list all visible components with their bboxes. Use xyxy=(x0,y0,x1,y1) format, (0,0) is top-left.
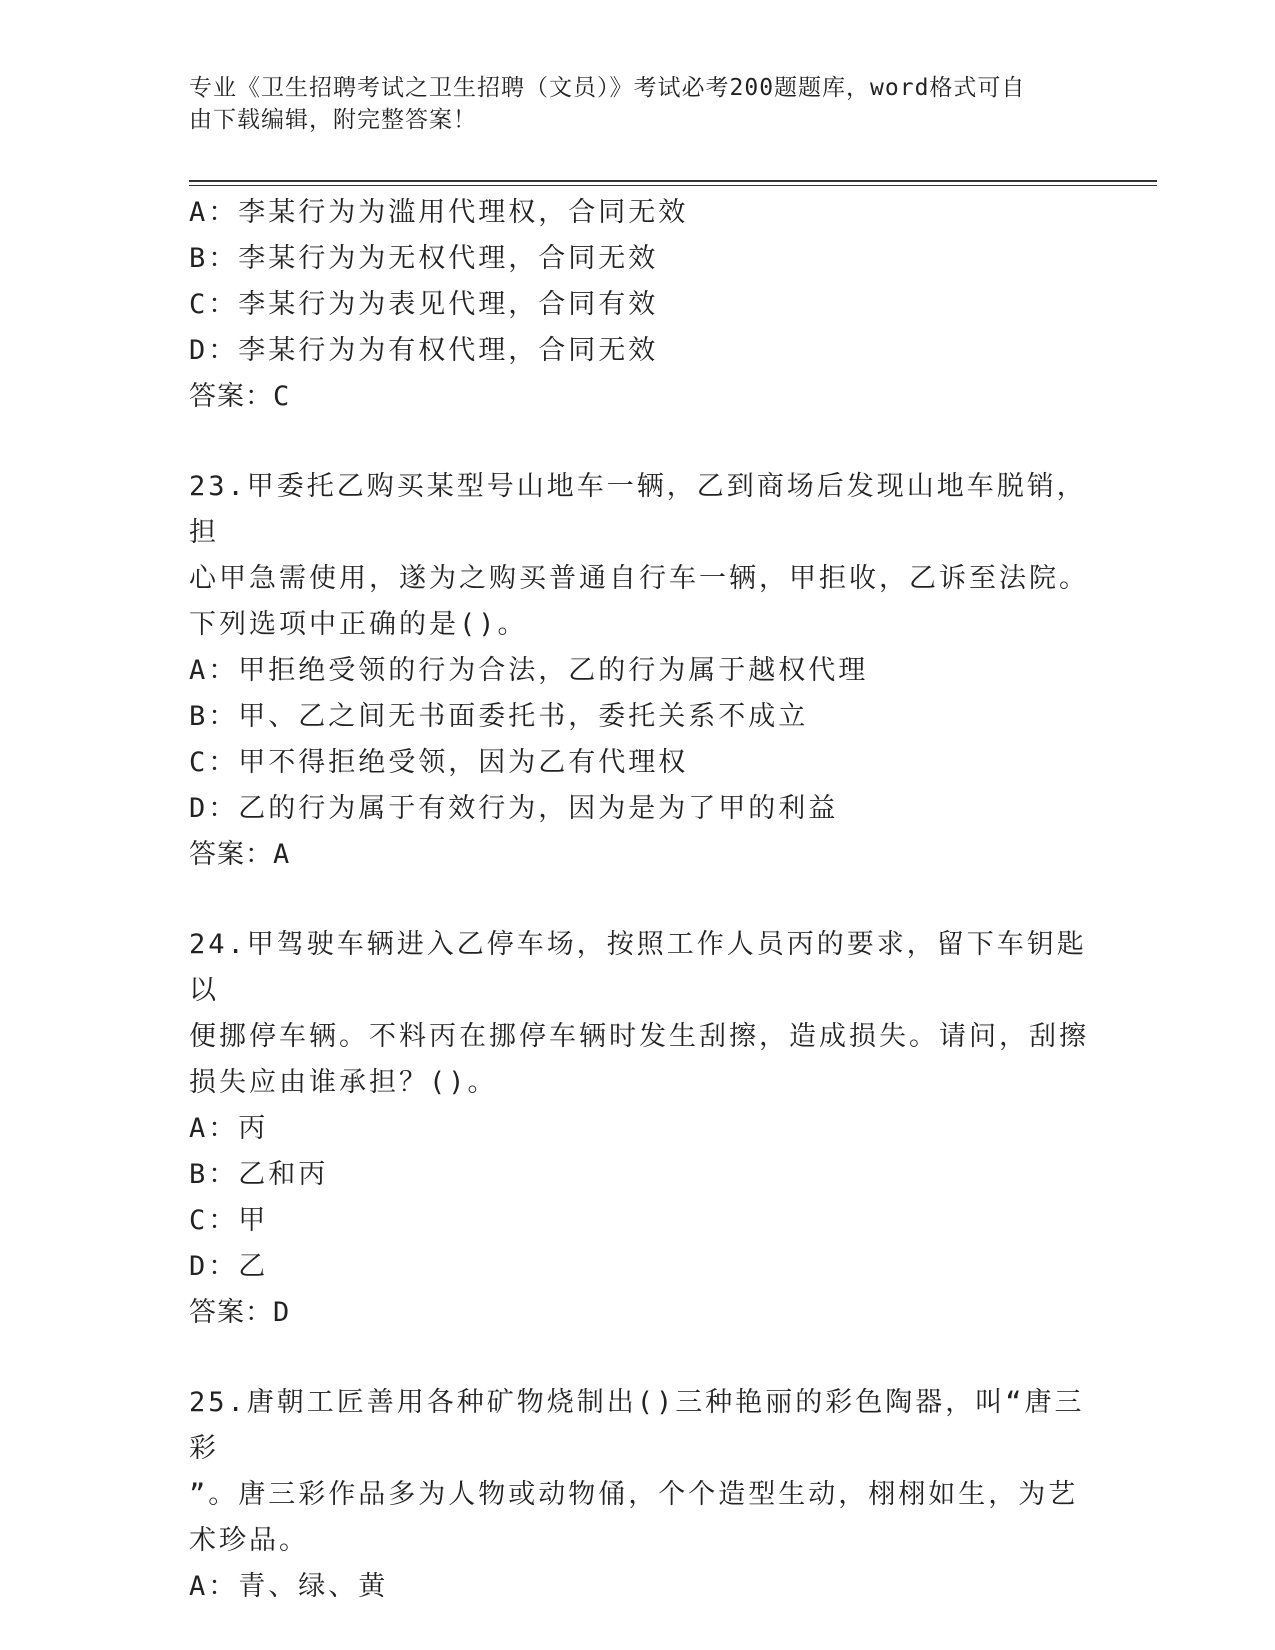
question-stem-line: 心甲急需使用，遂为之购买普通自行车一辆，甲拒收，乙诉至法院。 xyxy=(189,563,1089,594)
document-header xyxy=(189,72,1069,136)
answer-line xyxy=(189,374,1089,420)
answer-value: A xyxy=(273,839,291,870)
question-stem-line: 便挪停车辆。不料丙在挪停车辆时发生刮擦，造成损失。请问，刮擦 xyxy=(189,1021,1089,1052)
option-b: B：甲、乙之间无书面委托书，委托关系不成立 xyxy=(189,701,809,732)
question-stem-line: 损失应由谁承担？()。 xyxy=(189,1067,498,1098)
question-stem-line: ”。唐三彩作品多为人物或动物俑，个个造型生动，栩栩如生，为艺 xyxy=(189,1479,1079,1510)
answer-label: 答案： xyxy=(189,839,273,870)
question-block xyxy=(189,922,1089,1336)
option-b: B：乙和丙 xyxy=(189,1159,329,1190)
answer-value: C xyxy=(273,381,291,412)
option-a: A：青、绿、黄 xyxy=(189,1571,389,1602)
question-stem-line: 25.唐朝工匠善用各种矿物烧制出()三种艳丽的彩色陶器，叫“唐三彩 xyxy=(189,1387,1085,1464)
answer-value: D xyxy=(273,1297,291,1328)
header-line-1: 专业《卫生招聘考试之卫生招聘（文员）》考试必考200题题库，word格式可自 xyxy=(189,75,1026,101)
option-c: C：李某行为为表见代理，合同有效 xyxy=(189,289,659,320)
answer-label: 答案： xyxy=(189,381,273,412)
option-b: B：李某行为为无权代理，合同无效 xyxy=(189,243,659,274)
option-c: C：甲不得拒绝受领，因为乙有代理权 xyxy=(189,747,689,778)
question-stem-line: 下列选项中正确的是()。 xyxy=(189,609,528,640)
question-block xyxy=(189,1380,1089,1610)
header-line-2: 由下载编辑，附完整答案！ xyxy=(189,107,477,133)
answer-line xyxy=(189,1290,1089,1336)
question-stem-line: 24.甲驾驶车辆进入乙停车场，按照工作人员丙的要求，留下车钥匙以 xyxy=(189,929,1087,1006)
option-a: A：甲拒绝受领的行为合法，乙的行为属于越权代理 xyxy=(189,655,869,686)
option-a: A：李某行为为滥用代理权，合同无效 xyxy=(189,197,689,228)
header-divider-thin xyxy=(189,185,1157,186)
option-c: C：甲 xyxy=(189,1205,269,1236)
option-d: D：乙 xyxy=(189,1251,269,1282)
answer-line xyxy=(189,832,1089,878)
question-stem-line: 23.甲委托乙购买某型号山地车一辆，乙到商场后发现山地车脱销，担 xyxy=(189,471,1087,548)
question-block xyxy=(189,190,1089,420)
option-d: D：李某行为为有权代理，合同无效 xyxy=(189,335,659,366)
question-list xyxy=(189,190,1089,1610)
header-divider-thick xyxy=(189,180,1157,182)
question-block xyxy=(189,464,1089,878)
option-d: D：乙的行为属于有效行为，因为是为了甲的利益 xyxy=(189,793,839,824)
question-stem-line: 术珍品。 xyxy=(189,1525,309,1556)
answer-label: 答案： xyxy=(189,1297,273,1328)
option-a: A：丙 xyxy=(189,1113,269,1144)
